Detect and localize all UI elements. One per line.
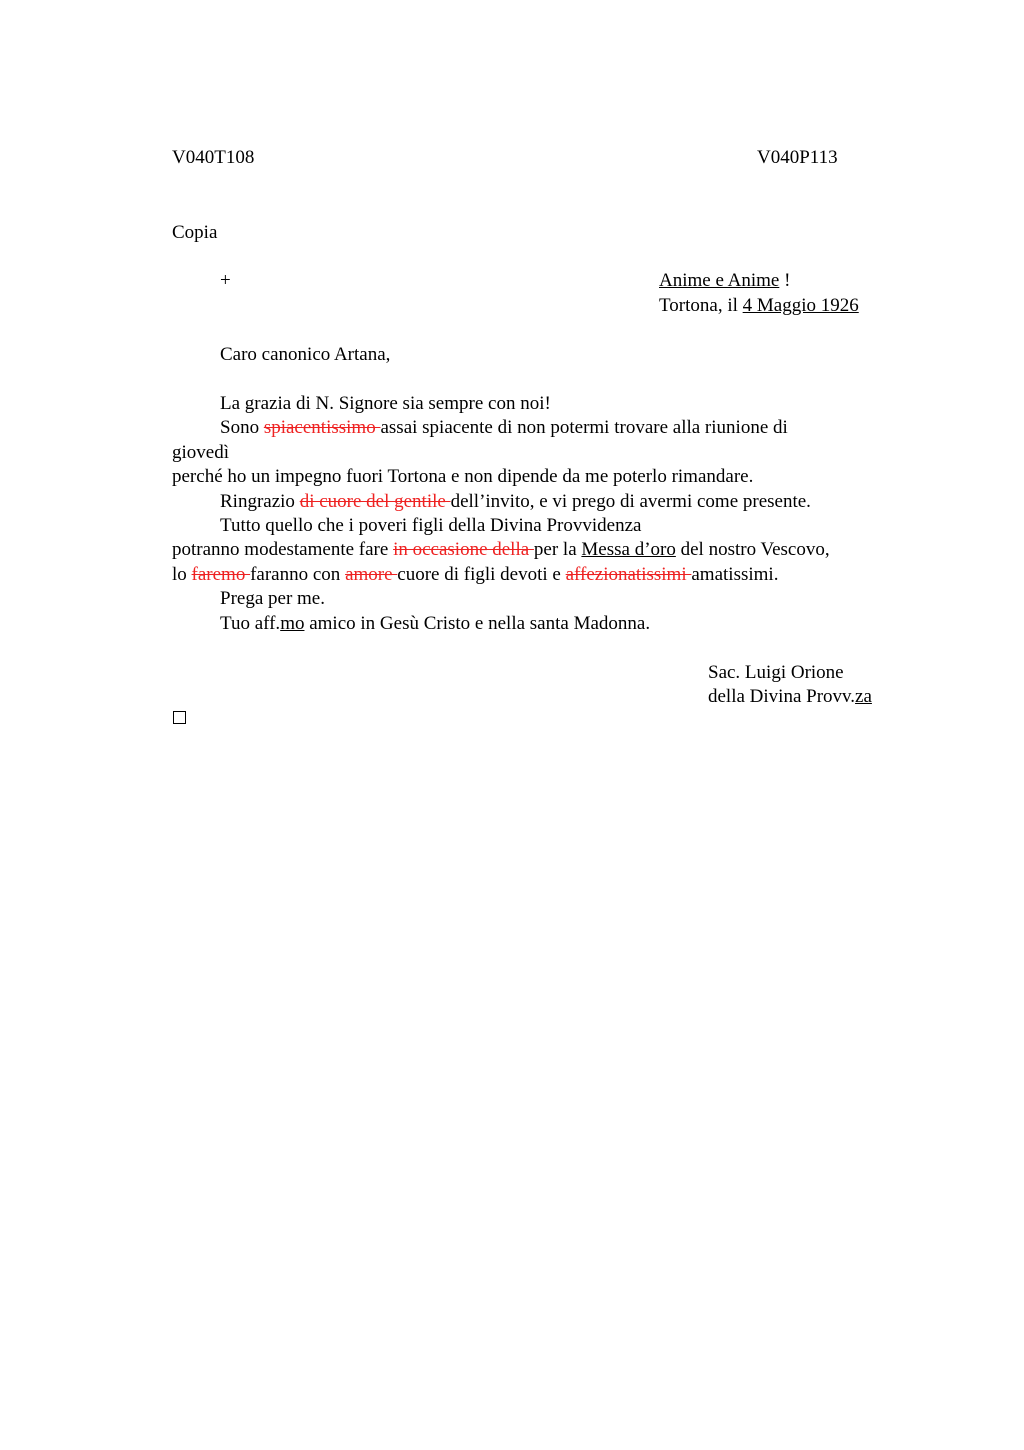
text-run: amatissimi. — [691, 564, 779, 585]
underlined-text: Messa d’oro — [581, 539, 676, 560]
dateline — [659, 294, 859, 318]
salutation: Caro canonico Artana, — [220, 344, 391, 365]
signature-title-prefix: della Divina Provv. — [708, 686, 856, 707]
deleted-text: spiacentissimo — [263, 417, 381, 438]
motto-text: Anime e Anime — [659, 270, 780, 291]
cross-symbol: + — [220, 270, 231, 291]
text-run: lo — [172, 564, 192, 585]
text-run: cuore di figli devoti e — [397, 564, 566, 585]
dateline-date: 4 Maggio 1926 — [742, 295, 859, 316]
body-line-10 — [220, 612, 650, 636]
body-line-3: giovedì — [172, 442, 229, 463]
text-run: faranno con — [250, 564, 346, 585]
dateline-prefix: Tortona, il — [659, 295, 743, 316]
header-left-code: V040T108 — [172, 147, 255, 168]
body-line-4: perché ho un impegno fuori Tortona e non dipende da me poterlo rimandare. — [172, 466, 754, 487]
text-run: Ringrazio — [220, 491, 300, 512]
underlined-text: mo — [280, 613, 305, 634]
text-run: amico in Gesù Cristo e nella santa Madonna. — [304, 613, 651, 634]
body-line-8 — [172, 563, 778, 587]
deleted-text: faremo — [191, 564, 251, 585]
signature-title — [708, 685, 872, 709]
deleted-text: affezionatissimi — [565, 564, 692, 585]
signature-name: Sac. Luigi Orione — [708, 662, 844, 683]
text-run: assai spiacente di non potermi trovare alla riunione di — [380, 417, 788, 438]
header-right-code: V040P113 — [757, 147, 838, 168]
text-run: Tuo aff. — [220, 613, 281, 634]
motto — [659, 269, 790, 293]
deleted-text: amore — [345, 564, 398, 585]
body-line-6: Tutto quello che i poveri figli della Divina Provvidenza — [220, 515, 642, 536]
copy-label: Copia — [172, 222, 218, 243]
text-run: per la — [533, 539, 582, 560]
motto-exclaim: ! — [779, 270, 791, 291]
text-run: del nostro Vescovo, — [675, 539, 830, 560]
text-run: Sono — [220, 417, 264, 438]
body-line-2 — [220, 416, 788, 440]
body-line-1: La grazia di N. Signore sia sempre con noi! — [220, 393, 551, 414]
text-run: dell’invito, e vi prego di avermi come presente. — [450, 491, 811, 512]
end-box-icon — [173, 711, 186, 724]
text-run: potranno modestamente fare — [172, 539, 394, 560]
body-line-5 — [220, 490, 811, 514]
signature-title-suffix: za — [855, 686, 872, 707]
body-line-7 — [172, 538, 830, 562]
deleted-text: di cuore del gentile — [299, 491, 451, 512]
body-line-9: Prega per me. — [220, 588, 325, 609]
deleted-text: in occasione della — [393, 539, 534, 560]
